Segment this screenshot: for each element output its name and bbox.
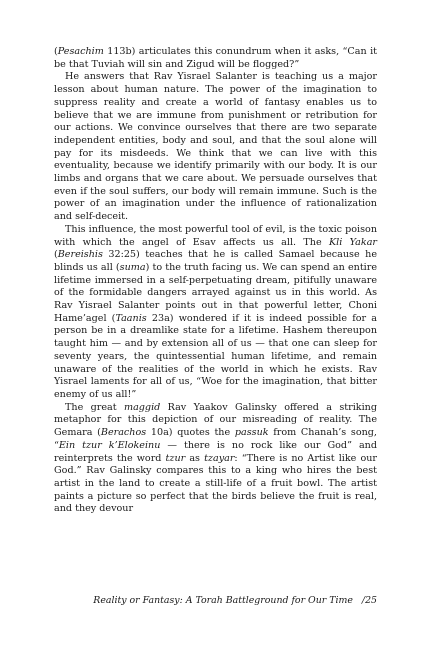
text-run: : “There is no Artist like our God.” Rav Galinsky compares this to a king who hires the best artist in the land to create a still-life of a fruit bowl. The artist paints a picture so perfect that the birds believe the fruit is real, and they devour: [54, 452, 377, 515]
italic-text: Taanis: [115, 312, 147, 324]
text-run: 32:25) teaches that he is called Samael because he blinds us all (: [54, 249, 377, 273]
text-run: — there is no rock like our God” and reinterprets the word: [54, 439, 377, 464]
page-footer: [54, 595, 377, 606]
body-text: [54, 46, 377, 516]
paragraph: [54, 46, 377, 71]
text-run: He answers that Rav Yisrael Salanter is teaching us a major lesson about human nature. The power of the imagination to suppress reality and create a world of fantasy enables us to believe that we are immune from punishment or retribution for our actions. We convince ourselves that there are two separate independent entities, body and soul, and that the soul alone will pay for its misdeeds. We think that we can live with this eventuality, because we identify primarily with our body. It is our limbs and organs that we care about. We persuade ourselves that even if the soul suffers, our body will remain immune. Such is the power of an imagination under the influence of rationalization and self-deceit.: [54, 71, 377, 223]
paragraph: [54, 402, 377, 516]
text-run: (: [54, 46, 58, 57]
italic-text: maggid: [123, 401, 161, 413]
italic-text: Pesachim: [57, 46, 104, 57]
running-title: Reality or Fantasy: A Torah Battleground for Our Time: [93, 595, 353, 606]
italic-text: tzur: [165, 452, 186, 464]
text-run: 23a) wondered if it is indeed possible for a person be in a dreamlike state for a lifetime. Hashem thereupon taught him — and by extension all of us — that one can sleep for seventy years, the quintessential human lifetime, and remain unaware of the realities of the world in which he exists. Rav Yisrael laments for all of us, “Woe for the imagination, that bitter enemy of us all!”: [54, 312, 378, 400]
text-run: as: [185, 452, 205, 464]
text-run: This influence, the most powerful tool of evil, is the toxic poison with which the angel of Esav affects us all. The: [54, 223, 377, 248]
page-number: /25: [361, 595, 377, 606]
italic-text: tzayar: [204, 452, 235, 464]
italic-text: Ein tzur k’Elokeinu: [58, 439, 161, 451]
italic-text: suma: [119, 261, 146, 273]
paragraph: [54, 224, 377, 402]
text-run: Rav Yaakov Galinsky offered a striking metaphor for this depiction of our misreading of reality. The Gemara (: [54, 401, 377, 439]
italic-text: Kli Yakar: [328, 236, 377, 248]
paragraph: [54, 71, 377, 223]
text-run: ) to the truth facing us. We can spend an entire lifetime immersed in a self-perpetuating dream, pitifully unaware of the formidable dangers arrayed against us in this world. As Rav Yisrael Salanter points out in that powerful letter, Choni Hame’agel (: [54, 261, 378, 324]
italic-text: Bereishis: [57, 249, 103, 261]
text-run: from Chanah’s song, “: [54, 427, 377, 451]
text-run: (: [54, 249, 58, 261]
text-run: 10a) quotes the: [146, 427, 235, 439]
italic-text: Berachos: [100, 427, 147, 439]
italic-text: passuk: [234, 427, 269, 439]
text-run: 113b) articulates this conundrum when it asks, “Can it be that Tuviah will sin and Zigud will be flogged?”: [54, 46, 377, 70]
text-run: The great: [65, 401, 124, 413]
